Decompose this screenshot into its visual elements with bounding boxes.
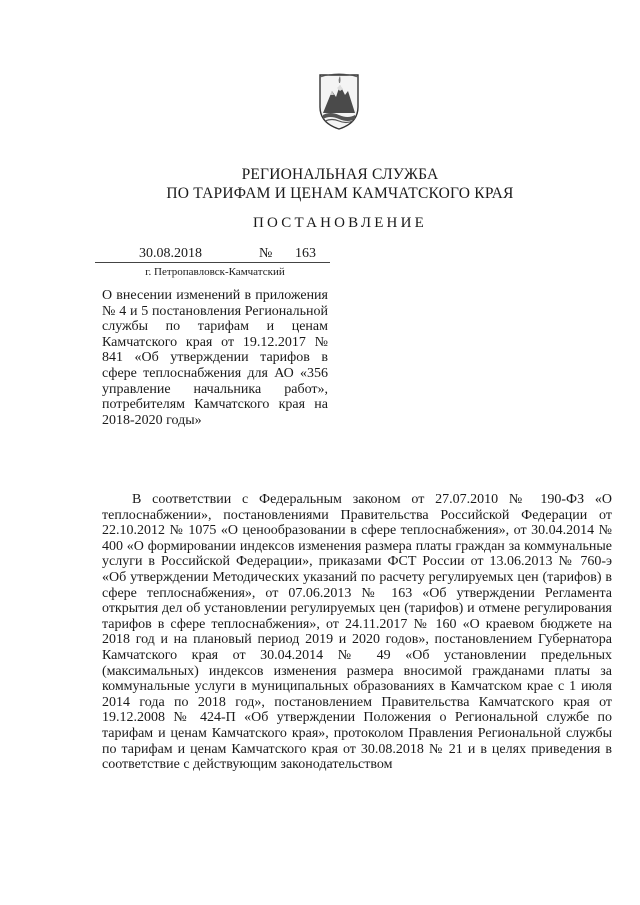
- document-date: 30.08.2018: [139, 246, 202, 261]
- organization-name-line-2: ПО ТАРИФАМ И ЦЕНАМ КАМЧАТСКОГО КРАЯ: [166, 185, 514, 202]
- preamble-paragraph: В соответствии с Федеральным законом от 27.07.2010 № 190-ФЗ «О теплоснабжении», постановлениями Правительства Российской Федерации от 22.10.2012 № 1075 «О ценообразовании в сфере теплоснабжения», от 30.04.2014 № 400 «О формировании индексов изменения размера платы граждан за коммунальные услуги в Российской Федерации», приказами ФСТ России от 13.06.2013 № 760-э «Об утверждении Методических указаний по расчету регулируемых цен (тарифов) в сфере теплоснабжения», от 07.06.2013 № 163 «Об утверждении Регламента открытия дел об установлении регулируемых цен (тарифов) и отмене регулирования тарифов в сфере теплоснабжения», от 24.11.2017 № 160 «О краевом бюджете на 2018 год и на плановый период 2019 и 2020 годов», постановлением Губернатора Камчатского края от 30.04.2014 № 49 «Об установлении предельных (максимальных) индексов изменения размера вносимой гражданами платы за коммунальные услуги в муниципальных образованиях в Камчатском крае с 1 июля 2014 года по 2018 год», постановлением Правительства Камчатского края от 19.12.2008 № 424-П «Об утверждении Положения о Региональной службе по тарифам и ценам Камчатского края», протоколом Правления Региональной службы по тарифам и ценам Камчатского края от 30.08.2018 № 21 и в целях приведения в соответствие с действующим законодательством: [102, 492, 612, 773]
- registration-underline: [95, 262, 330, 263]
- number-sign: №: [259, 246, 273, 261]
- organization-name-line-1: РЕГИОНАЛЬНАЯ СЛУЖБА: [241, 166, 439, 183]
- organization-name: [150, 165, 530, 203]
- document-type: ПОСТАНОВЛЕНИЕ: [253, 215, 427, 231]
- document-number: 163: [295, 246, 316, 261]
- kamchatka-coat-of-arms-icon: [318, 73, 360, 131]
- document-subject: О внесении изменений в приложения № 4 и 5 постановления Региональной службы по тарифам и ценам Камчатского края от 19.12.2017 № 841 «Об утверждении тарифов в сфере теплоснабжения для АО «356 управление начальника работ», потребителям Камчатского края на 2018-2020 годы»: [102, 288, 328, 428]
- issue-city: г. Петропавловск-Камчатский: [145, 266, 285, 278]
